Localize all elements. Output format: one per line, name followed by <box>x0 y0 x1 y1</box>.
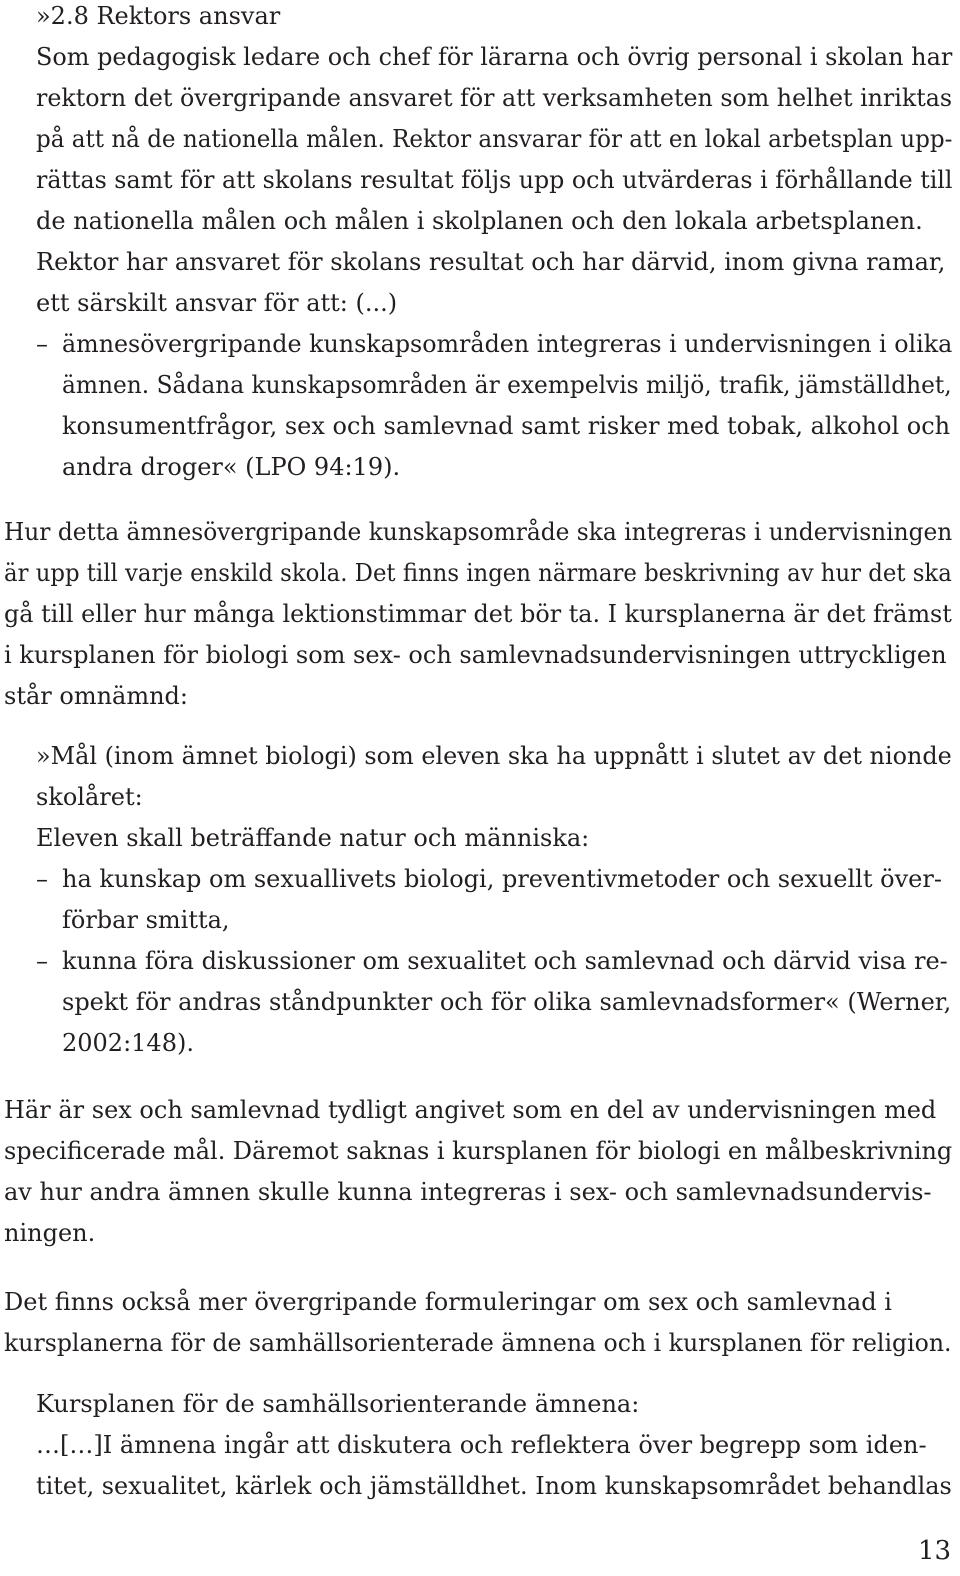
text-line: i kursplanen för biologi som sex- och samlevnadsundervisningen uttryckligen <box>4 641 947 669</box>
text-line: 2002:148). <box>62 1029 194 1057</box>
text-line: ämnen. Sådana kunskapsområden är exempelvis miljö, trafik, jämställdhet, <box>62 371 952 399</box>
text-line: rektorn det övergripande ansvaret för att verksamheten som helhet inriktas <box>36 84 953 112</box>
text-line: Det finns också mer övergripande formuleringar om sex och samlevnad i <box>4 1288 892 1316</box>
text-line: kursplanerna för de samhällsorienterade ämnena och i kursplanen för religion. <box>4 1329 952 1357</box>
text-line: skolåret: <box>36 783 143 811</box>
text-line: ningen. <box>4 1219 96 1247</box>
text-line: Hur detta ämnesövergripande kunskapsområde ska integreras i undervisningen <box>4 518 953 546</box>
text-line: står omnämnd: <box>4 682 189 710</box>
text-line: Här är sex och samlevnad tydligt angivet som en del av undervisningen med <box>4 1096 937 1124</box>
text-line: ha kunskap om sexuallivets biologi, preventivmetoder och sexuellt över- <box>62 865 942 893</box>
text-line: specificerade mål. Däremot saknas i kursplanen för biologi en målbeskrivning <box>4 1137 953 1165</box>
text-line: …[…]I ämnena ingår att diskutera och reflektera över begrepp som iden- <box>36 1431 927 1459</box>
text-line: på att nå de nationella målen. Rektor ansvarar för att en lokal arbetsplan upp- <box>36 125 953 153</box>
section-heading: »2.8 Rektors ansvar <box>36 2 281 30</box>
text-line: konsumentfrågor, sex och samlevnad samt risker med tobak, alkohol och <box>62 412 951 440</box>
list-dash: – <box>36 947 48 975</box>
text-line: »Mål (inom ämnet biologi) som eleven ska ha uppnått i slutet av det nionde <box>36 742 952 770</box>
text-line: gå till eller hur många lektionstimmar det bör ta. I kursplanerna är det främst <box>4 600 952 628</box>
text-line: ett särskilt ansvar för att: (...) <box>36 289 398 317</box>
text-line: är upp till varje enskild skola. Det finns ingen närmare beskrivning av hur det ska <box>4 559 952 587</box>
text-line: spekt för andras ståndpunkter och för olika samlevnadsformer« (Werner, <box>62 988 952 1016</box>
text-line: de nationella målen och målen i skolplanen och den lokala arbetsplanen. <box>36 207 923 235</box>
text-line: kunna föra diskussioner om sexualitet och samlevnad och därvid visa re- <box>62 947 948 975</box>
text-line: Eleven skall beträffande natur och människa: <box>36 824 590 852</box>
text-line: av hur andra ämnen skulle kunna integreras i sex- och samlevnadsundervis- <box>4 1178 932 1206</box>
text-line: Kursplanen för de samhällsorienterande ämnena: <box>36 1390 640 1418</box>
page-number: 13 <box>918 1536 952 1566</box>
text-line: Som pedagogisk ledare och chef för lärarna och övrig personal i skolan har <box>36 43 953 71</box>
text-line: rättas samt för att skolans resultat följs upp och utvärderas i förhållande till <box>36 166 953 194</box>
list-dash: – <box>36 865 48 893</box>
text-line: ämnesövergripande kunskapsområden integreras i undervisningen i olika <box>62 330 953 358</box>
text-line: andra droger« (LPO 94:19). <box>62 453 401 481</box>
text-line: Rektor har ansvaret för skolans resultat och har därvid, inom givna ramar, <box>36 248 946 276</box>
text-line: förbar smitta, <box>62 906 230 934</box>
text-line: titet, sexualitet, kärlek och jämställdhet. Inom kunskapsområdet behandlas <box>36 1472 952 1500</box>
list-dash: – <box>36 330 48 358</box>
